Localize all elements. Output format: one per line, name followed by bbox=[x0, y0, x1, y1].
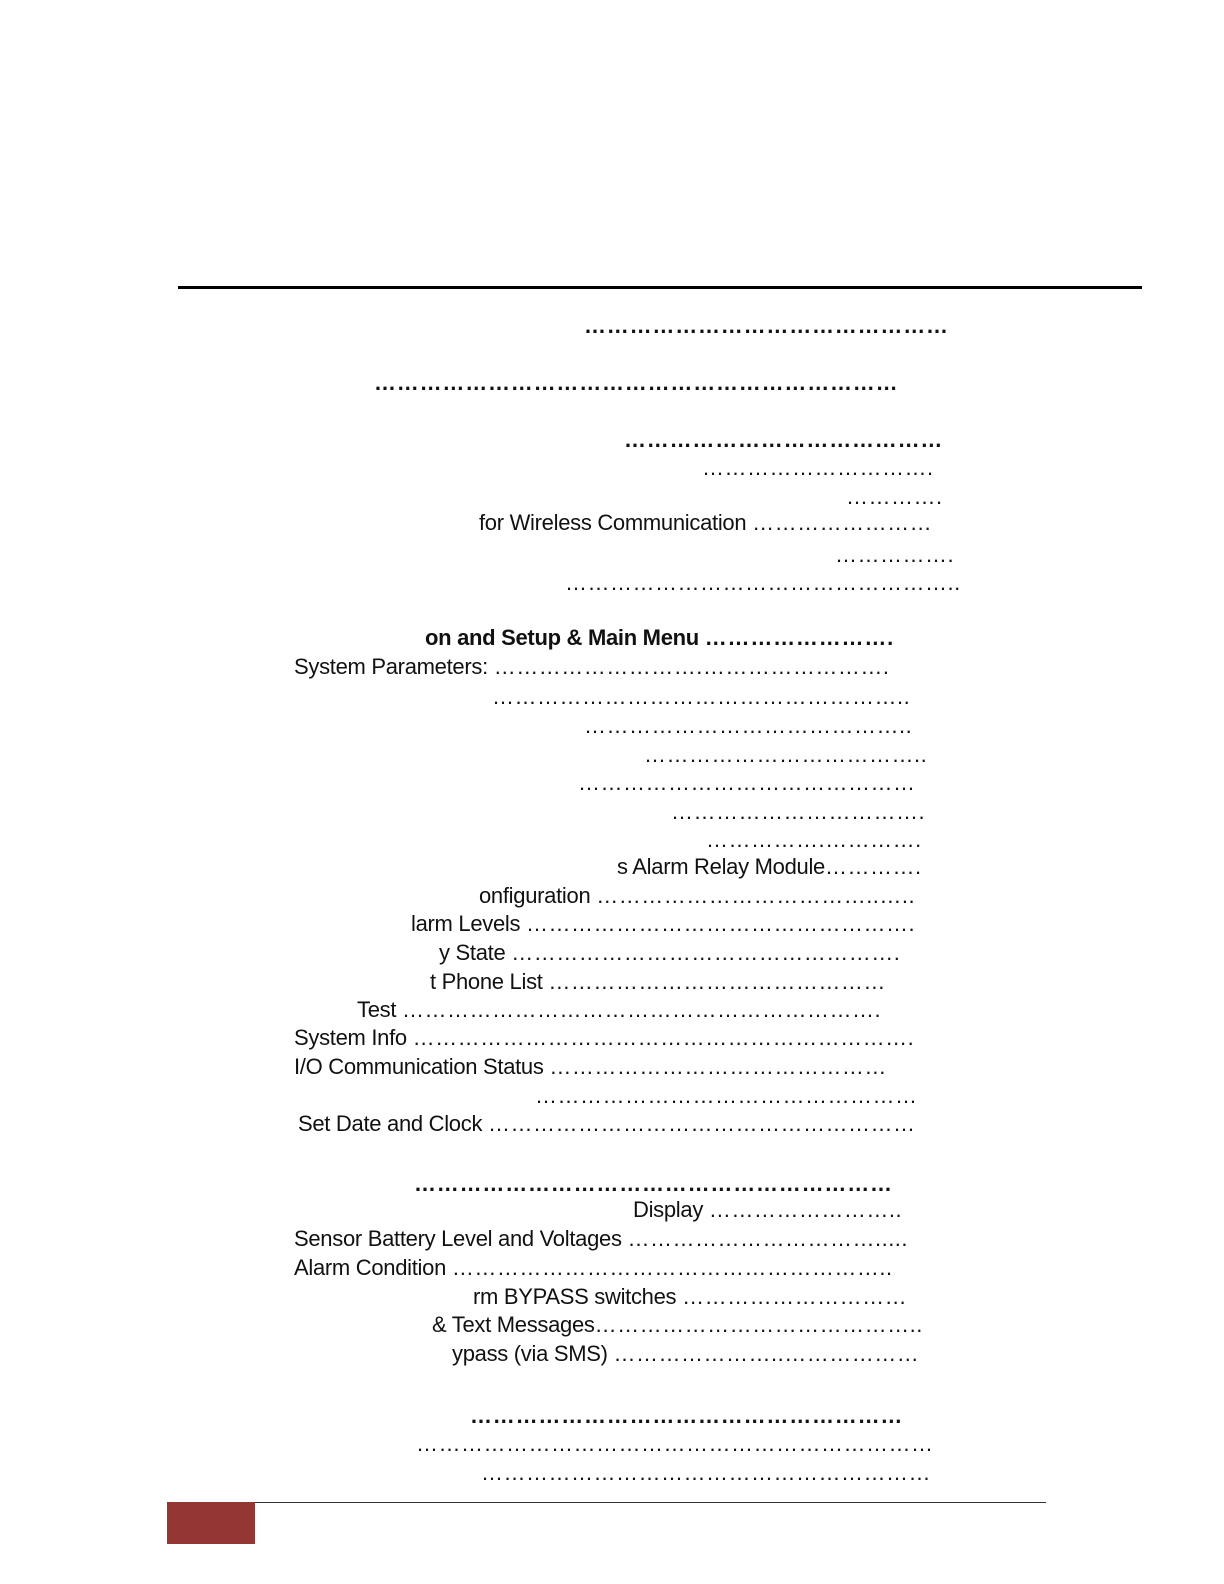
toc-entry-leader: ………………………………..….. bbox=[596, 883, 916, 908]
toc-entry bbox=[565, 569, 961, 597]
toc-entry-leader: ……………………………………………. bbox=[511, 940, 901, 965]
toc-entry-leader: …………………………………………………………… bbox=[416, 1431, 934, 1456]
toc-entry bbox=[835, 541, 954, 569]
toc-entry-title: rm BYPASS switches bbox=[473, 1284, 683, 1309]
toc-entry-leader: ………………………… bbox=[682, 1284, 908, 1309]
toc-entry bbox=[298, 1110, 915, 1138]
toc-entry bbox=[481, 1459, 931, 1487]
toc-entry bbox=[633, 1196, 902, 1224]
toc-entry-leader: ………………………………………… bbox=[584, 313, 949, 338]
toc-entry bbox=[702, 454, 934, 482]
toc-entry-title: ypass (via SMS) bbox=[452, 1341, 614, 1366]
toc-entry-leader: ……………………………………………….. bbox=[492, 684, 911, 709]
toc-entry bbox=[479, 882, 915, 910]
toc-entry-leader: ……………………………..... bbox=[627, 1226, 909, 1251]
toc-entry bbox=[294, 1225, 908, 1253]
toc-entry bbox=[535, 1082, 918, 1110]
toc-entry bbox=[671, 798, 925, 826]
toc-entry bbox=[294, 1254, 893, 1282]
header-rule bbox=[178, 286, 1142, 289]
toc-entry-leader: …………………..……………… bbox=[613, 1341, 920, 1366]
toc-entry bbox=[411, 910, 915, 938]
toc-entry bbox=[492, 683, 910, 711]
toc-entry-leader: ……………………………………… bbox=[578, 770, 916, 795]
toc-entry-title: Test bbox=[357, 997, 402, 1022]
toc-entry-leader: …………………………………………………………. bbox=[412, 1025, 915, 1050]
toc-entry-leader: ……………………. bbox=[704, 625, 895, 650]
footer-accent-block bbox=[167, 1502, 255, 1544]
toc-entry-title: Display bbox=[633, 1197, 709, 1222]
toc-entry bbox=[624, 426, 943, 454]
toc-entry bbox=[584, 312, 949, 340]
toc-entry-title: on and Setup & Main Menu bbox=[425, 625, 705, 650]
toc-entry-title: Alarm Condition bbox=[294, 1255, 452, 1280]
toc-entry-leader: ……………………………………… bbox=[549, 1054, 887, 1079]
toc-entry-title: & Text Messages bbox=[432, 1312, 595, 1337]
toc-entry bbox=[294, 1024, 914, 1052]
toc-entry-leader: ………………………………………………… bbox=[487, 1111, 916, 1136]
toc-entry-leader: …………………………………………… bbox=[535, 1083, 918, 1108]
toc-entry-title: System Info bbox=[294, 1025, 413, 1050]
toc-entry-leader: …………. bbox=[846, 484, 943, 509]
toc-entry-leader: …………………………………………………………… bbox=[374, 370, 899, 395]
toc-entry bbox=[578, 769, 916, 797]
toc-entry-title: System Parameters: bbox=[294, 654, 494, 679]
toc-entry-leader: …………….…………. bbox=[706, 827, 922, 852]
toc-entry-title: Set Date and Clock bbox=[298, 1111, 488, 1136]
toc-entry-leader: …………………….. bbox=[708, 1197, 903, 1222]
toc-entry bbox=[706, 826, 922, 854]
toc-entry bbox=[357, 996, 881, 1024]
toc-entry-leader: …………………………………………………… bbox=[481, 1460, 931, 1485]
toc-entry bbox=[452, 1340, 919, 1368]
toc-entry-leader: …………………………………… bbox=[624, 427, 944, 452]
toc-entry-title: larm Levels bbox=[411, 911, 526, 936]
toc-entry-leader: ……………………………………………. bbox=[526, 911, 916, 936]
toc-entry-leader: ……………………………….. bbox=[644, 742, 928, 767]
toc-entry-leader: …………………………………………….. bbox=[565, 570, 961, 595]
toc-entry-leader: …………. bbox=[824, 854, 922, 879]
toc-entry bbox=[473, 1283, 907, 1311]
toc-entry-title: t Phone List bbox=[430, 969, 549, 994]
toc-entry bbox=[294, 653, 889, 681]
toc-entry-leader: ………………………………………………… bbox=[470, 1403, 904, 1428]
toc-entry-leader: …………………… bbox=[752, 510, 933, 535]
toc-entry-title: I/O Communication Status bbox=[294, 1054, 550, 1079]
toc-entry bbox=[439, 939, 900, 967]
toc-entry bbox=[470, 1402, 903, 1430]
toc-entry bbox=[617, 853, 922, 881]
toc-entry-leader: ……………………………………… bbox=[548, 969, 886, 994]
toc-entry bbox=[374, 369, 898, 397]
toc-entry-title: for Wireless Communication bbox=[479, 510, 753, 535]
toc-entry-leader: …………………………………….. bbox=[594, 1312, 923, 1337]
toc-entry-leader: ………………………………………………………. bbox=[401, 997, 882, 1022]
toc-entry bbox=[644, 741, 927, 769]
toc-entry-leader: ……………………………………………………… bbox=[414, 1171, 893, 1196]
toc-entry bbox=[584, 712, 912, 740]
toc-entry-leader: …………………………………….. bbox=[584, 713, 913, 738]
toc-entry-leader: …………………………. bbox=[702, 455, 934, 480]
toc-entry-leader: ……………………….……………………. bbox=[493, 654, 890, 679]
toc-entry-leader: ……………. bbox=[835, 542, 955, 567]
footer-rule bbox=[254, 1502, 1046, 1503]
toc-entry bbox=[479, 509, 932, 537]
toc-entry bbox=[414, 1170, 893, 1198]
toc-entry bbox=[846, 483, 943, 511]
toc-entry bbox=[432, 1311, 923, 1339]
toc-entry-title: Sensor Battery Level and Voltages bbox=[294, 1226, 628, 1251]
toc-entry-title: y State bbox=[439, 940, 512, 965]
toc-entry-leader: ………………………………………………….. bbox=[451, 1255, 893, 1280]
toc-entry bbox=[416, 1430, 934, 1458]
toc-entry-leader: ……………………………. bbox=[671, 799, 926, 824]
toc-entry-title: onfiguration bbox=[479, 883, 597, 908]
toc-entry-title: s Alarm Relay Module bbox=[617, 854, 825, 879]
toc-entry bbox=[425, 624, 894, 652]
toc-entry bbox=[294, 1053, 887, 1081]
toc-entry bbox=[430, 968, 886, 996]
